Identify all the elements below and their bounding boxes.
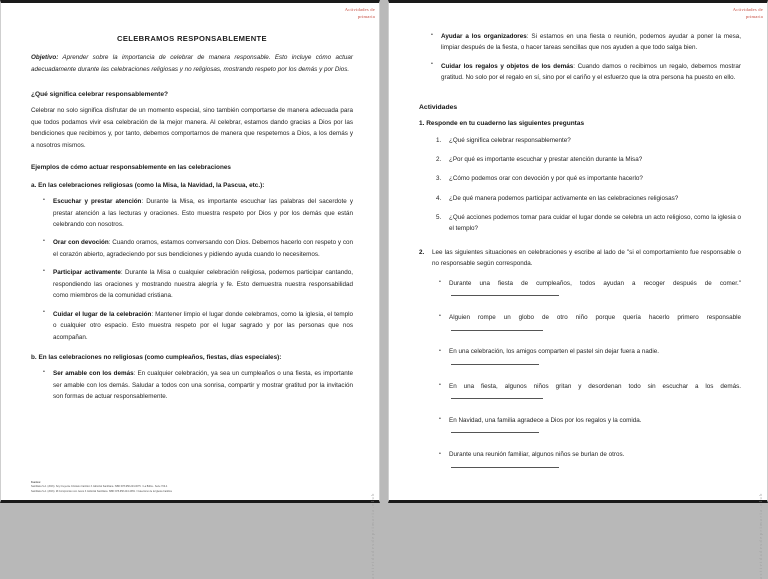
task-2-text: Lee las siguientes situaciones en celebraciones y escribe al lado de "si el comportamiento fue responsable o no responsable según corresponda. [432,248,741,268]
list-item [53,309,353,343]
item-term: Ayudar a los organizadores [441,33,527,40]
objective-paragraph [31,52,353,75]
sources-line-1: Santillana S.A. (2016). Soy Creyente Cristiano Católico 3. Editorial Santillana. ISBN 978-958-243-0075. / La Biblia - Serie 700-4 [31,486,168,489]
objective-label: Objetivo: [31,54,59,61]
watermark-side-left: actividadesdeprimaria.club [370,492,375,579]
situation-text: En una celebración, los amigos comparten el pastel sin dejar fuera a nadie. [449,348,660,356]
section-heading-what-means: ¿Qué significa celebrar responsablemente? [31,91,169,99]
list-item: ¿Qué significa celebrar responsablemente? [449,136,571,144]
task-2-heading [419,247,741,270]
section-heading-examples: Ejemplos de cómo actuar responsablemente en las celebraciones [31,164,231,172]
item-text: : Durante la Misa, es importante escuchar las palabras del sacerdote y prestar atención a las lecturas y oraciones. Esto muestra respeto por Dios y por los demás que están celebrando con nosotros. [53,198,353,229]
task-1-heading: 1. Responde en tu cuaderno las siguientes preguntas [419,119,585,127]
questions-list [419,135,741,235]
sources-footer [31,481,349,494]
page-left-content [31,9,353,496]
watermark-corner-line1: Actividades de [732,7,763,12]
list-item [441,31,741,54]
situation-text: Durante una fiesta de cumpleaños, todos ayudan a recoger después de comer." [449,279,741,287]
answer-blank[interactable] [451,426,539,433]
list-item [53,368,353,402]
list-item: ¿Cómo podemos orar con devoción y por qué es importante hacerlo? [449,175,643,183]
situation-text: Alguien rompe un globo de otro niño porque quería hacerlo primero responsable [449,313,741,321]
answer-blank[interactable] [451,358,539,365]
item-term: Cuidar los regalos y objetos de los demás [441,62,574,70]
page-left [0,0,380,579]
list-item [53,196,353,230]
answer-blank[interactable] [451,289,559,296]
watermark-side-right: actividadesdeprimaria.club [758,492,763,579]
item-text: : Mantener limpio el lugar donde celebramos, como la iglesia, el templo o cualquier otro espacio. Esto muestra respeto por el lugar sagrado y por las personas que nos acompañan. [53,310,353,341]
list-item [449,415,741,438]
watermark-corner-line2: primaria [745,14,763,20]
sources-label: Fuentes: [31,481,41,484]
list-item [449,449,741,472]
section-body-what-means: Celebrar no solo significa disfrutar de un momento especial, sino también comportarse de manera adecuada para que todos podamos vivir esa celebración de la mejor manera. Al celebrar, estamos dando gracias a Dios por las bendiciones que recibimos y, por tanto, debemos comportarnos de manera que respetemos a Dios, a los demás y a nosotros mismos. [31,107,353,149]
task-2-number: 2. [419,248,425,256]
list-item [449,312,741,335]
list-item [449,346,741,369]
watermark-corner-line2: primaria [357,14,375,20]
group-b-list [31,368,353,402]
situations-list [419,278,741,473]
answer-blank[interactable] [451,392,543,399]
list-item: ¿Qué acciones podemos tomar para cuidar el lugar donde se celebra un acto religioso, como la iglesia o el templo? [449,214,741,233]
item-term: Orar con devoción [53,239,109,247]
activities-heading: Actividades [419,103,458,111]
group-b-label: b. En las celebraciones no religiosas (como cumpleaños, fiestas, días especiales): [31,354,282,362]
situation-text: Durante una reunión familiar, algunos niños se burlan de otros. [449,451,625,459]
watermark-corner-line1: Actividades de [344,7,375,12]
group-b-continued-list [419,31,741,84]
page-right-content [419,9,741,496]
item-term: Ser amable con los demás [53,370,134,378]
list-item [441,61,741,84]
list-item [449,381,741,404]
answer-blank[interactable] [451,461,559,468]
objective-text: Aprender sobre la importancia de celebrar de manera responsable. Esto incluye cómo actuar adecuadamente durante las celebraciones religiosas y no religiosas, mostrando respeto por los demás y por Dios. [31,54,353,73]
item-text: : Durante la Misa o cualquier celebración religiosa, podemos participar cantando, respondiendo las oraciones y mostrando nuestra alegría y fe. Esto demuestra nuestra responsabilidad como miembros de la comunidad cristiana. [53,269,353,300]
answer-blank[interactable] [451,324,543,331]
list-item: ¿De qué manera podemos participar activamente en las celebraciones religiosas? [449,194,679,202]
situation-text: En Navidad, una familia agradece a Dios por los regalos y la comida. [449,416,642,424]
list-item [53,237,353,260]
group-a-label: a. En las celebraciones religiosas (como la Misa, la Navidad, la Pascua, etc.): [31,182,265,190]
group-a-list [31,196,353,343]
list-item: ¿Por qué es importante escuchar y prestar atención durante la Misa? [449,156,643,164]
item-term: Participar activamente [53,269,121,277]
list-item [53,267,353,301]
page-right [388,0,768,579]
item-text: : Cuando oramos, estamos conversando con Dios. Debemos hacerlo con respeto y con el corazón abierto, agradeciendo por sus bendiciones y pidiendo ayuda cuando lo necesitemos. [53,239,353,258]
item-text: : En cualquier celebración, ya sea un cumpleaños o una fiesta, es importante ser amable con los demás. Saludar a todos con una sonrisa, compartir y mostrar gratitud por la invitación son formas de actuar responsablemente. [53,370,353,401]
item-term: Escuchar y prestar atención [53,198,142,206]
item-text: : Si estamos en una fiesta o reunión, podemos ayudar a poner la mesa, limpiar después de la fiesta, o hacer tareas sencillas que nos ayuden a que todo salga bien. [441,33,741,52]
page-title: CELEBRAMOS RESPONSABLEMENTE [117,34,267,43]
list-item [449,278,741,301]
item-text: : Cuando damos o recibimos un regalo, debemos mostrar gratitud. No solo por el regalo en sí, sino por el cariño y el esfuerzo que la otra persona ha puesto en ello. [441,62,741,82]
situation-text: En una fiesta, algunos niños gritan y desordenan todo sin escuchar a los demás. [449,382,741,390]
item-term: Cuidar el lugar de la celebración [53,310,152,318]
sources-line-2: Santillana S.A. (2016). Mi Compromiso con Jesús 3. Editorial Santillana. ISBN 978-958-243-4369. / Catecismo de la Iglesia Católica [31,490,172,493]
